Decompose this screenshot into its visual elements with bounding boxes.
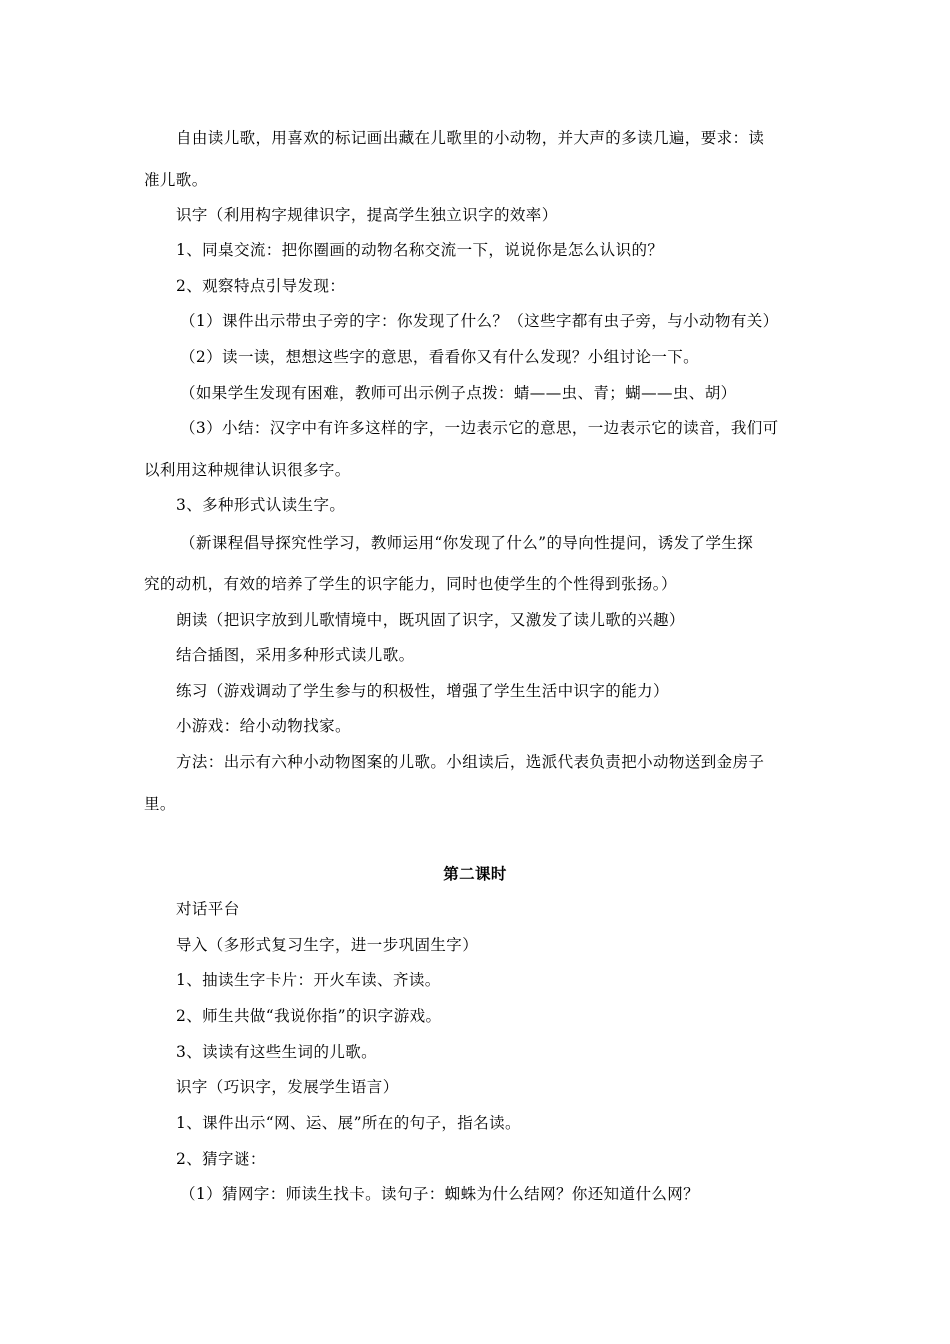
paragraph-line: 练习（游戏调动了学生参与的积极性，增强了学生生活中识字的能力） — [176, 682, 669, 700]
paragraph-line: 小游戏：给小动物找家。 — [176, 717, 351, 735]
paragraph-line: 2、观察特点引导发现： — [176, 277, 346, 295]
paragraph-line: 1、课件出示“网、运、展”所在的句子，指名读。 — [176, 1114, 521, 1132]
paragraph-line: （新课程倡导探究性学习，教师运用“你发现了什么”的导向性提问，诱发了学生探 — [180, 534, 754, 552]
paragraph-line: （3）小结：汉字中有许多这样的字，一边表示它的意思，一边表示它的读音，我们可 — [180, 419, 779, 437]
paragraph-line: （1）课件出示带虫子旁的字：你发现了什么？（这些字都有虫子旁，与小动物有关） — [180, 312, 779, 330]
paragraph-line: 究的动机，有效的培养了学生的识字能力，同时也使学生的个性得到张扬。） — [144, 575, 677, 593]
paragraph-line: 2、猜字谜： — [176, 1150, 266, 1168]
paragraph-line: 以利用这种规律认识很多字。 — [144, 461, 351, 479]
paragraph-line: 朗读（把识字放到儿歌情境中，既巩固了识字，又激发了读儿歌的兴趣） — [176, 611, 685, 629]
paragraph-line: 方法：出示有六种小动物图案的儿歌。小组读后，选派代表负责把小动物送到金房子 — [176, 753, 765, 771]
paragraph-line: 3、读读有这些生词的儿歌。 — [176, 1043, 378, 1061]
paragraph-line: 对话平台 — [176, 900, 240, 918]
paragraph-line: 2、师生共做“我说你指”的识字游戏。 — [176, 1007, 442, 1025]
paragraph-line: 1、抽读生字卡片：开火车读、齐读。 — [176, 971, 441, 989]
paragraph-line: 导入（多形式复习生字，进一步巩固生字） — [176, 936, 479, 954]
paragraph-line: 识字（利用构字规律识字，提高学生独立识字的效率） — [176, 206, 558, 224]
paragraph-line: 结合插图，采用多种形式读儿歌。 — [176, 646, 415, 664]
paragraph-line: （1）猜网字：师读生找卡。读句子：蜘蛛为什么结网？你还知道什么网？ — [180, 1185, 700, 1203]
paragraph-line: （如果学生发现有困难，教师可出示例子点拨：蜻——虫、青；蝴——虫、胡） — [180, 384, 737, 402]
paragraph-line: 1、同桌交流：把你圈画的动物名称交流一下，说说你是怎么认识的？ — [176, 241, 664, 259]
paragraph-line: 自由读儿歌，用喜欢的标记画出藏在儿歌里的小动物，并大声的多读几遍，要求：读 — [176, 129, 765, 147]
paragraph-line: 3、多种形式认读生字。 — [176, 496, 346, 514]
paragraph-line: 里。 — [144, 795, 176, 813]
paragraph-line: 准儿歌。 — [144, 171, 208, 189]
paragraph-line: 识字（巧识字，发展学生语言） — [176, 1078, 399, 1096]
section-title: 第二课时 — [443, 864, 507, 883]
paragraph-line: （2）读一读，想想这些字的意思，看看你又有什么发现？小组讨论一下。 — [180, 348, 700, 366]
